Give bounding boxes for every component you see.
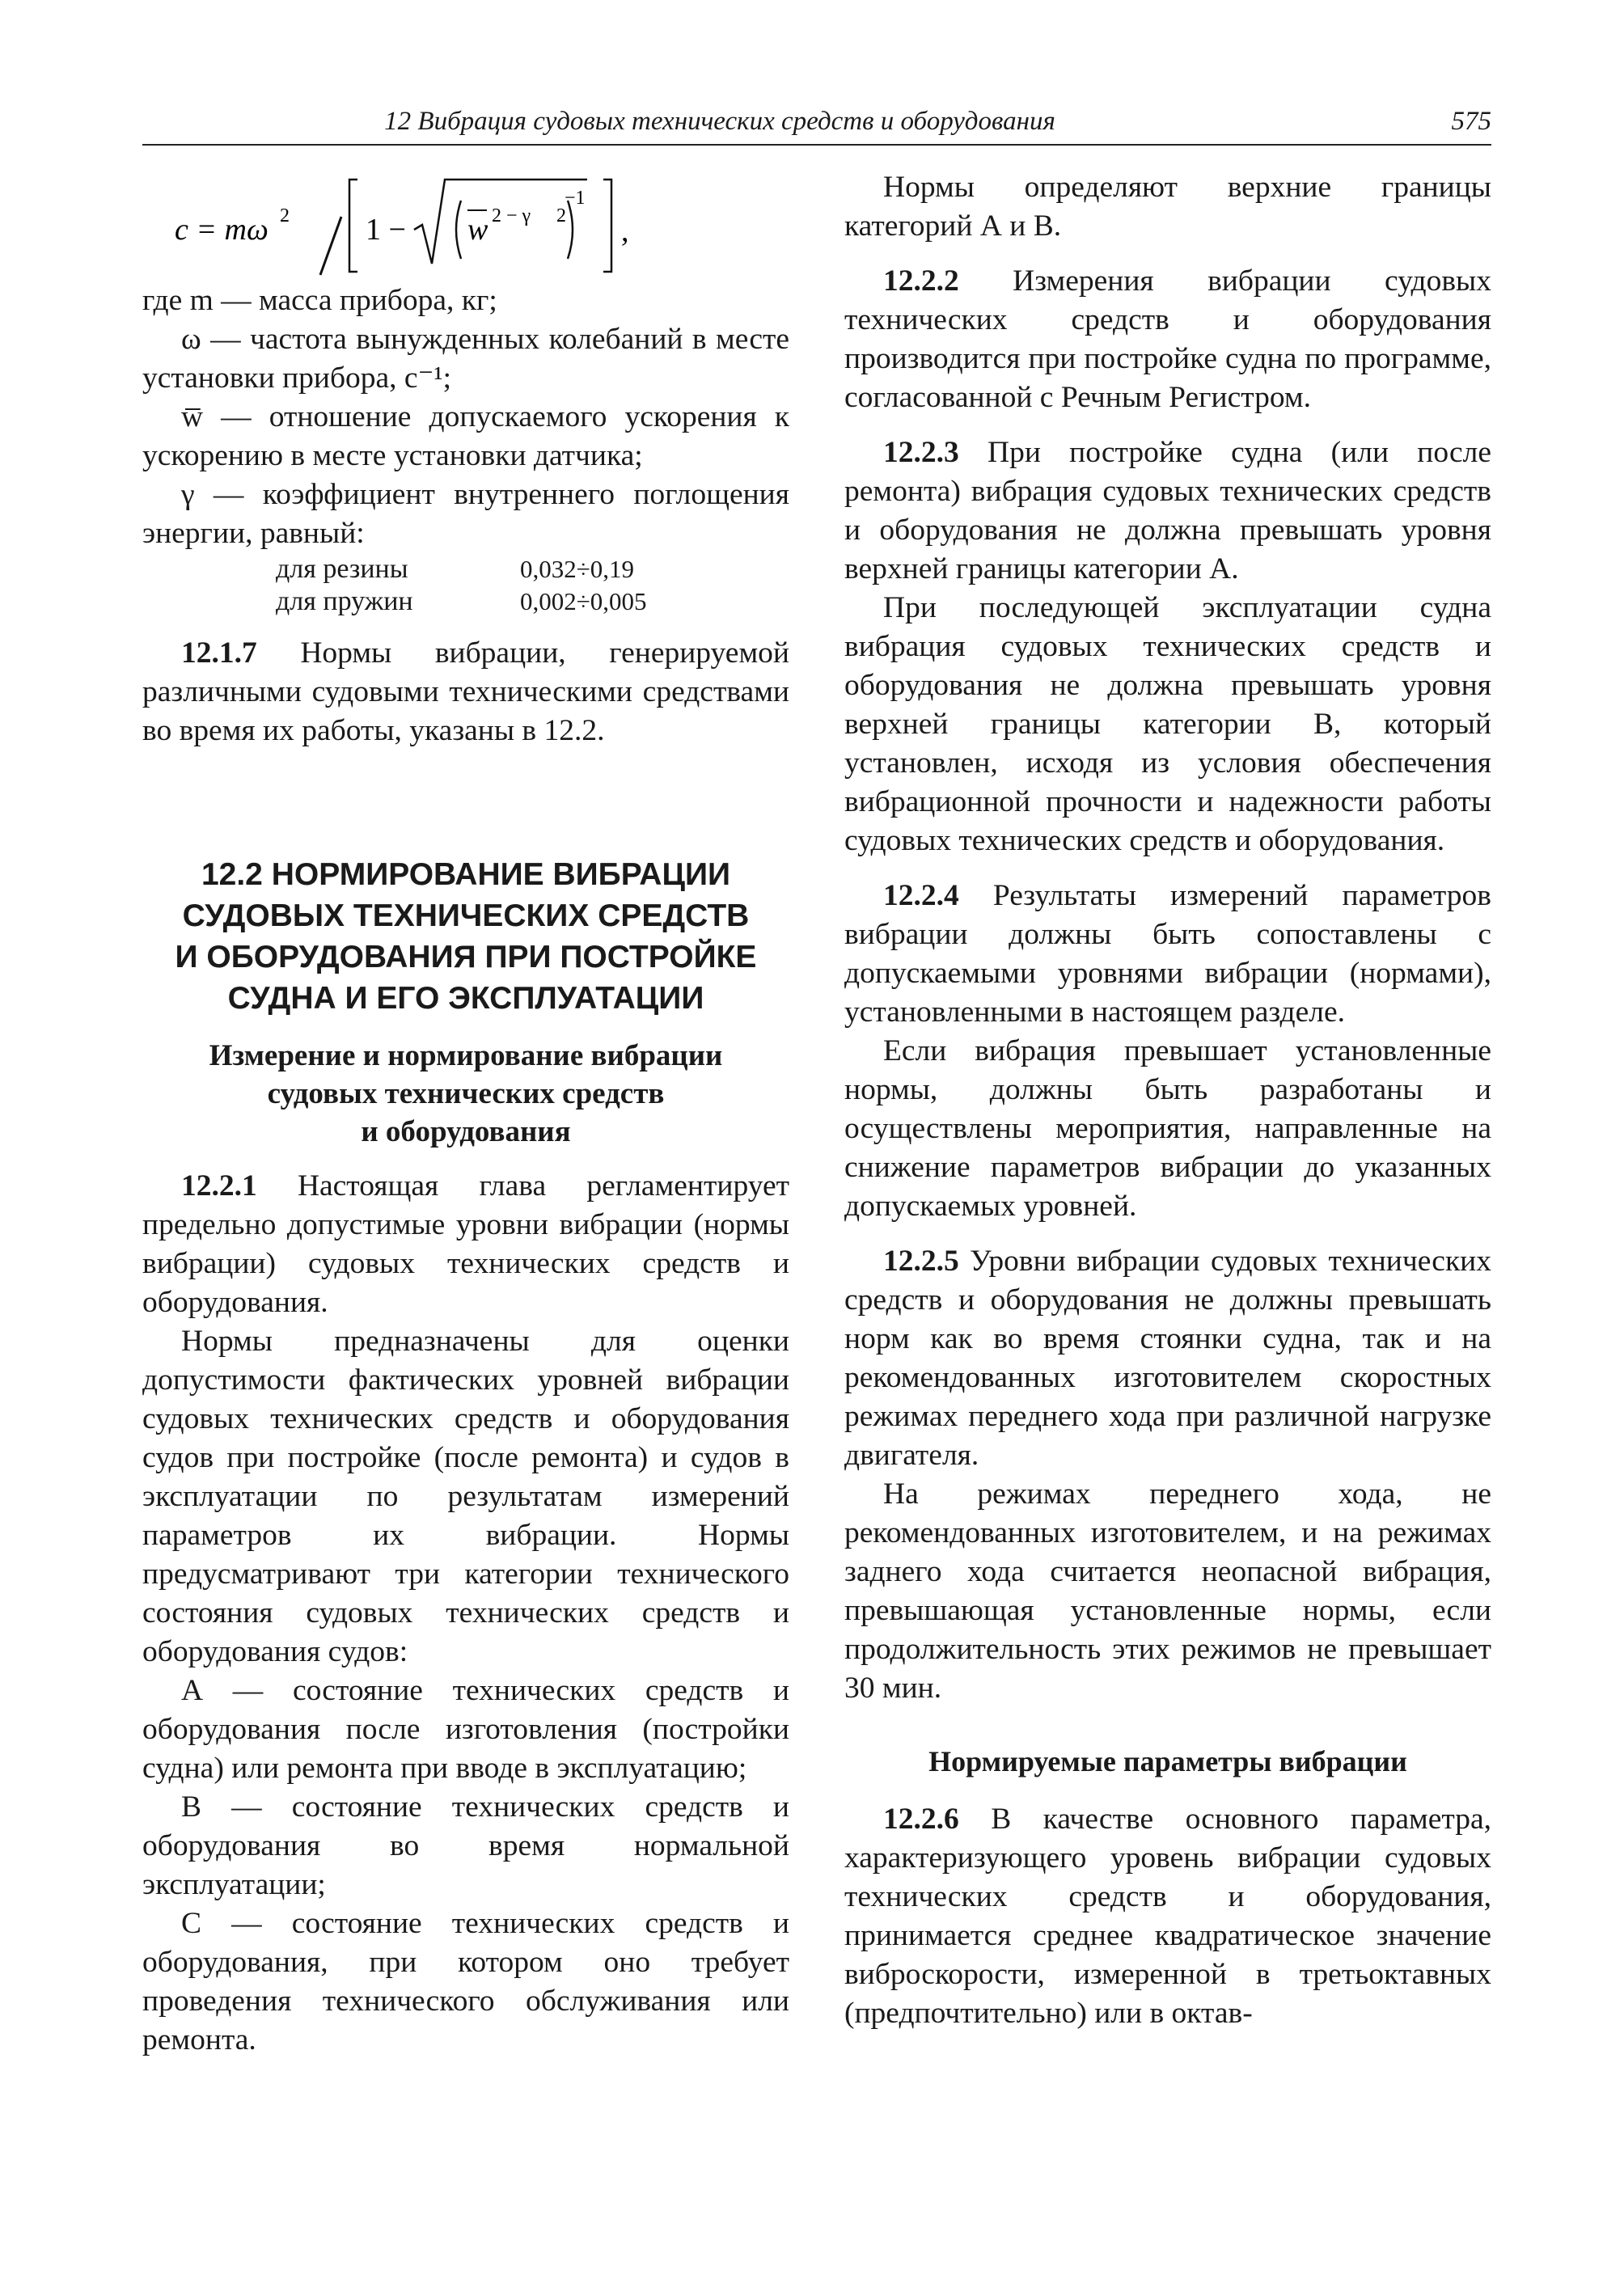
stiffness-formula [142, 168, 789, 281]
materials-row [276, 585, 789, 618]
subsection-heading-line: Измерение и нормирование вибрации [209, 1039, 723, 1072]
category-c: С — состояние технических средств и оборудования, при котором оно требует проведения технического обслуживания или ремонта. [142, 1907, 789, 2056]
clause-text: В качестве основного параметра, характеризующего уровень вибрации судовых технических средств и оборудования, принимается среднее квадратическое значение виброскорости, измеренной в третьоктавных (предпочтительно) или в октав- [844, 1803, 1491, 2030]
paragraph-norms-purpose: Нормы предназначены для оценки допустимости фактических уровней вибрации судовых технических средств и оборудования судов при постройке (после ремонта) и судов в эксплуатации по результатам измерений параметров их вибрации. Нормы предусматривают три категории технического состояния судовых технических средств и оборудования судов: [142, 1325, 789, 1668]
subsection-heading [142, 1037, 789, 1151]
section-heading-line: И ОБОРУДОВАНИЯ ПРИ ПОСТРОЙКЕ [175, 940, 757, 974]
formula-inner: 2 − γ [492, 205, 531, 226]
material-value: 0,002÷0,005 [520, 587, 647, 615]
clause-number: 12.2.5 [883, 1245, 959, 1278]
formula-right-paren [568, 201, 573, 259]
formula-right-bracket [603, 180, 611, 272]
subsection-heading-line: судовых технических средств [267, 1077, 665, 1110]
material-name: для пружин [276, 586, 413, 616]
formula-omega-square: 2 [280, 205, 290, 226]
paragraph-12-2-5-continued: На режимах переднего хода, не рекомендованных изготовителем, и на режимах заднего хода считается неопасной вибрация, превышающая установленные нормы, если продолжительность этих режимов не превышает 30 мин. [844, 1477, 1491, 1705]
paragraph-12-2-2 [844, 262, 1491, 417]
section-heading [142, 854, 789, 1019]
paragraph-12-2-3-continued: При последующей эксплуатации судна вибрация судовых технических средств и оборудования не должна превышать уровня верхней границы категории В, который установлен, исходя из условия обеспечения вибрационной прочности и надежности работы судовых технических средств и оборудования. [844, 591, 1491, 857]
subsection-heading-parameters: Нормируемые параметры вибрации [928, 1745, 1407, 1777]
def-mass: где m — масса прибора, кг; [142, 284, 497, 317]
formula-left-paren [456, 201, 461, 259]
clause-text: Уровни вибрации судовых технических средств и оборудования не должны превышать норм как во время стоянки судна, так и на рекомендованных изготовителем скоростных режимах переднего хода при различной нагрузке двигателя. [844, 1245, 1491, 1472]
left-column [142, 168, 789, 2060]
running-header [142, 102, 1491, 146]
formula-exponent: −1 [565, 188, 586, 209]
clause-number: 12.1.7 [181, 636, 257, 670]
clause-number: 12.2.3 [883, 436, 959, 469]
paragraph-12-2-1 [142, 1167, 789, 1322]
clause-number: 12.2.6 [883, 1803, 959, 1836]
clause-number: 12.2.4 [883, 879, 959, 912]
clause-text: Измерения вибрации судовых технических средств и оборудования производится при постройке судна по программе, согласованной с Речным Регистром. [844, 264, 1491, 414]
category-b: В — состояние технических средств и оборудования во время нормальной эксплуатации; [142, 1790, 789, 1901]
paragraph-12-2-6 [844, 1800, 1491, 2033]
category-a: А — состояние технических средств и оборудования после изготовления (постройки судна) или ремонта при вводе в эксплуатацию; [142, 1674, 789, 1785]
right-column [844, 168, 1491, 2033]
formula-gamma-square: 2 [556, 205, 566, 226]
materials-row [276, 553, 789, 585]
paragraph-12-2-4 [844, 877, 1491, 1032]
section-heading-line: СУДОВЫХ ТЕХНИЧЕСКИХ СРЕДСТВ [182, 898, 750, 933]
formula-one-minus: 1 − [366, 213, 406, 247]
def-gamma: γ — коэффициент внутреннего поглощения энергии, равный: [142, 478, 789, 550]
materials-table [276, 553, 789, 618]
clause-text: При постройке судна (или после ремонта) вибрация судовых технических средств и оборудования не должна превышать уровня верхней границы категории А. [844, 436, 1491, 585]
running-title: 12 Вибрация судовых технических средств и оборудования [384, 107, 1055, 136]
formula-division-slash [320, 217, 341, 275]
clause-number: 12.2.2 [883, 264, 959, 298]
paragraph-12-2-3 [844, 433, 1491, 589]
clause-number: 12.2.1 [181, 1169, 257, 1203]
clause-text: Нормы вибрации, генерируемой различными судовыми техническими средствами во время их работы, указаны в 12.2. [142, 636, 789, 747]
paragraph-12-2-5 [844, 1242, 1491, 1475]
paragraph-12-2-4-continued: Если вибрация превышает установленные нормы, должны быть разработаны и осуществлены мероприятия, направленные на снижение параметров вибрации до указанных допускаемых уровней. [844, 1034, 1491, 1223]
formula-left-bracket [349, 180, 357, 272]
paragraph-12-1-7 [142, 634, 789, 750]
def-w: w̅ — отношение допускаемого ускорения к ускорению в месте установки датчика; [142, 400, 789, 472]
page-number: 575 [1451, 107, 1491, 136]
formula-w: w [467, 213, 488, 247]
material-name: для резины [276, 554, 408, 584]
material-value: 0,032÷0,19 [520, 555, 635, 583]
clause-text: Настоящая глава регламентирует предельно допустимые уровни вибрации (нормы вибрации) судовых технических средств и оборудования. [142, 1169, 789, 1319]
subsection-heading-line: и оборудования [361, 1115, 571, 1148]
section-heading-line: СУДНА И ЕГО ЭКСПЛУАТАЦИИ [227, 981, 704, 1016]
formula-comma: , [621, 214, 629, 248]
clause-text: Результаты измерений параметров вибрации должны быть сопоставлены с допускаемыми уровнями вибрации (нормами), установленными в настоящем разделе. [844, 879, 1491, 1029]
def-omega: ω — частота вынужденных колебаний в месте установки прибора, с⁻¹; [142, 323, 789, 395]
formula-lhs: c = mω [175, 213, 269, 247]
paragraph-norms-limits: Нормы определяют верхние границы категорий А и В. [844, 171, 1491, 243]
section-heading-line: 12.2 НОРМИРОВАНИЕ ВИБРАЦИИ [201, 857, 731, 892]
